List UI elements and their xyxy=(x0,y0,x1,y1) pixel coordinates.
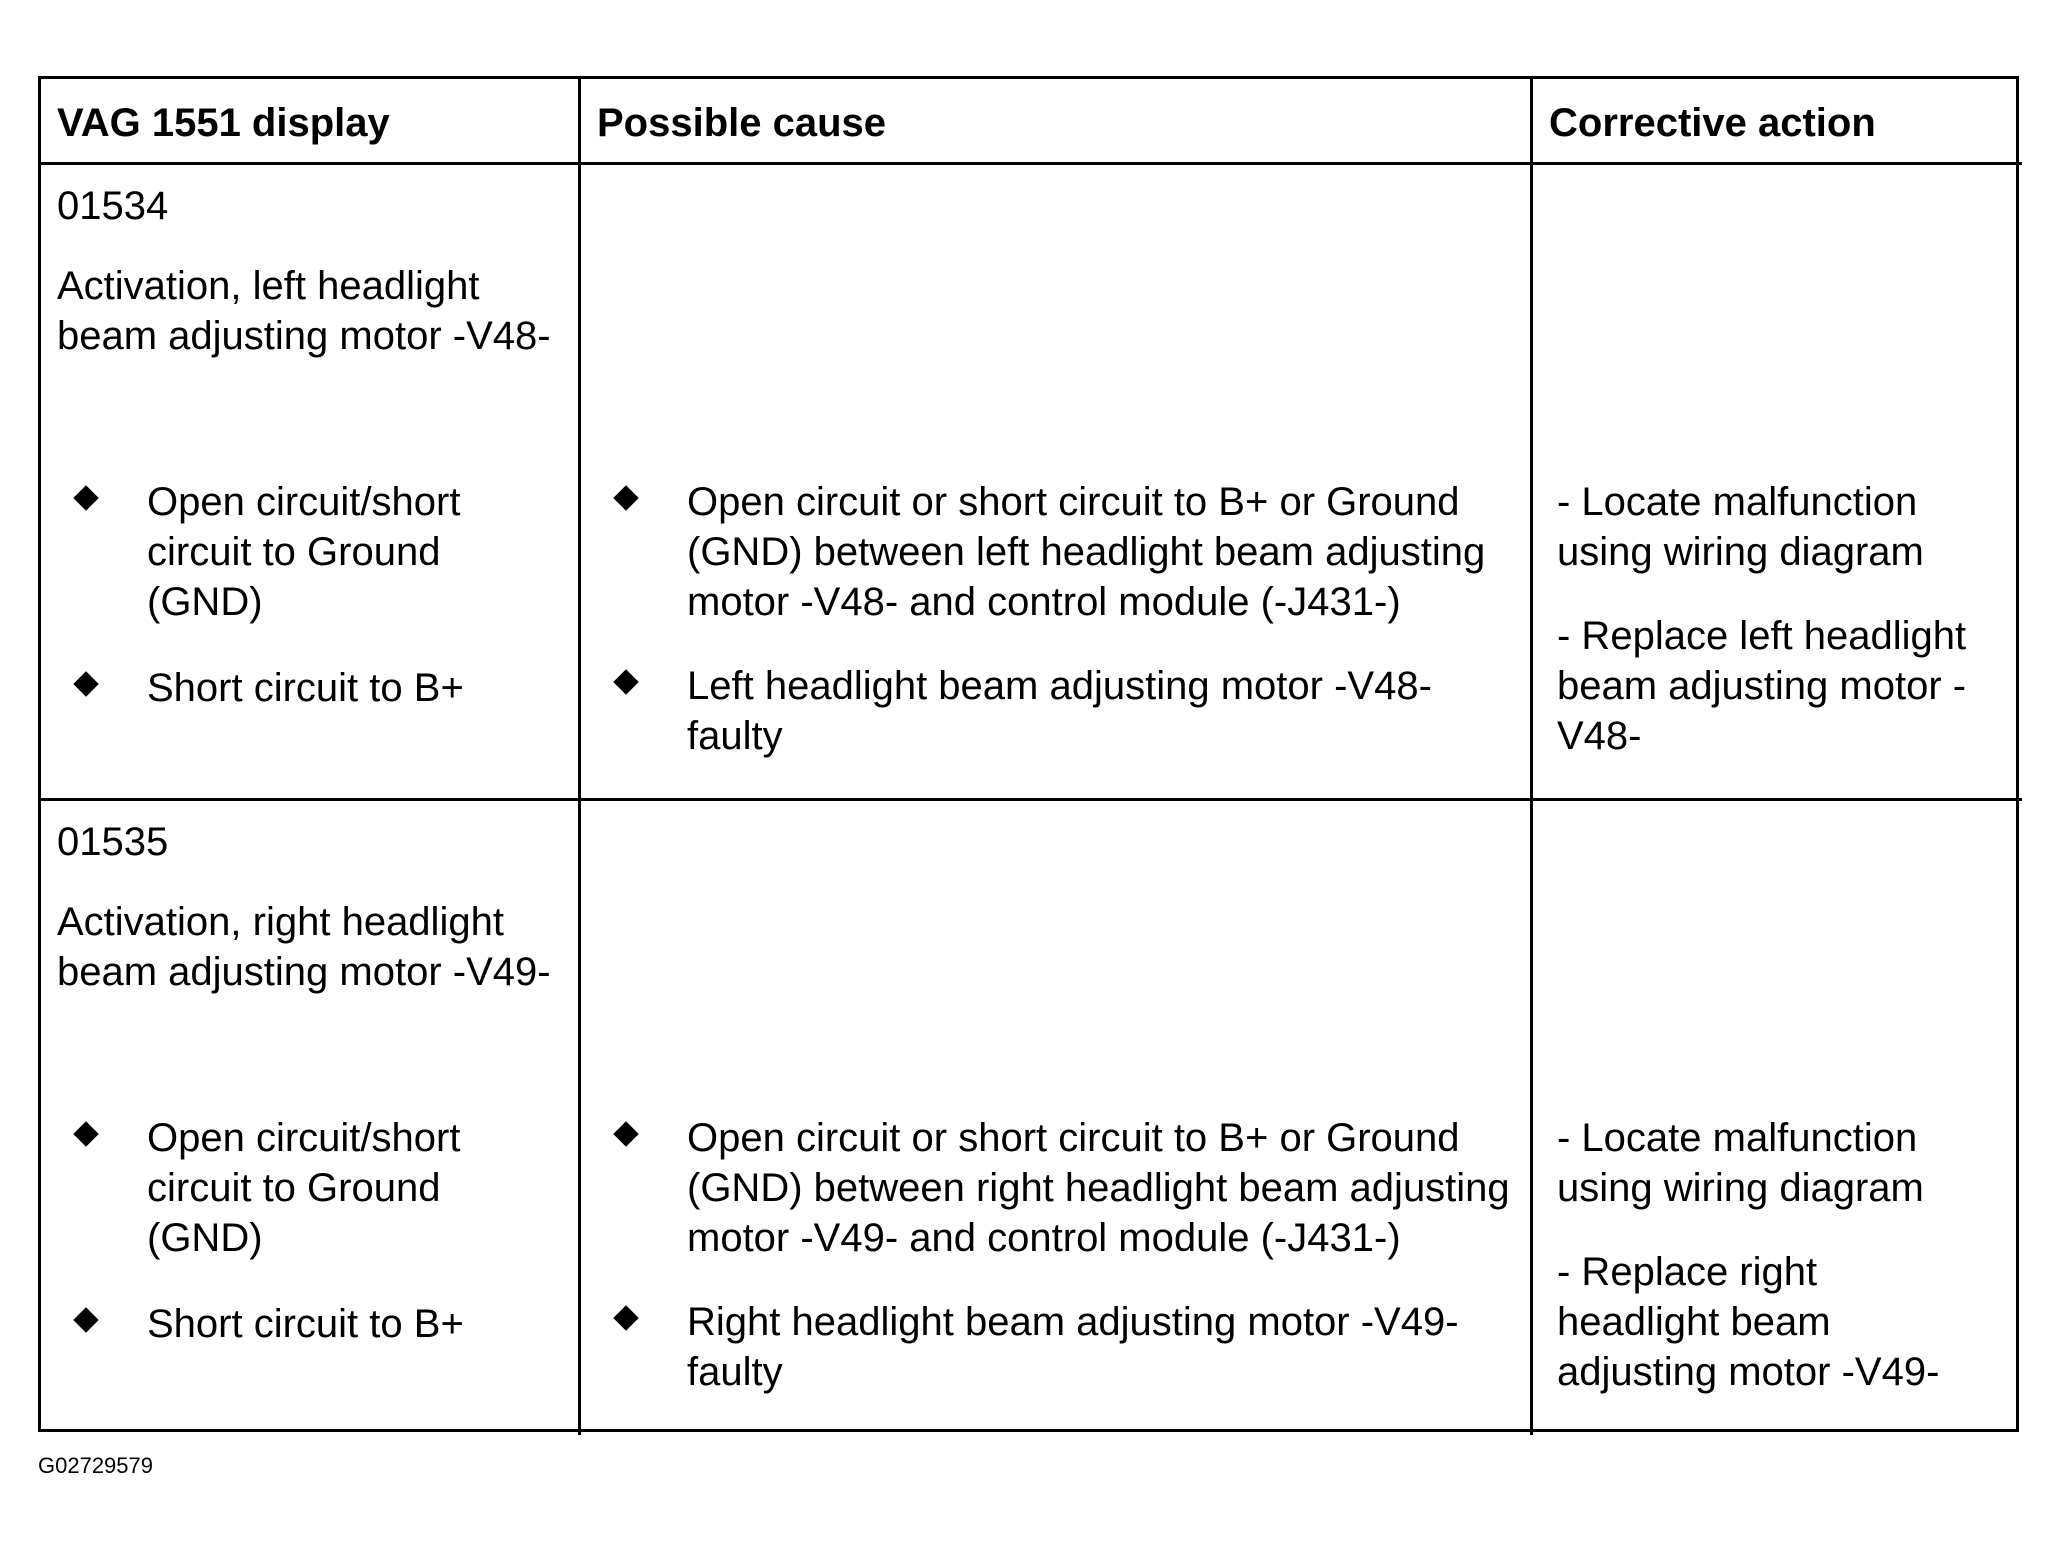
fault-description-line: Activation, left headlight xyxy=(57,264,480,308)
diamond-bullet-icon xyxy=(73,1307,98,1332)
bullet-line: (GND) xyxy=(147,580,263,624)
table-row-2-action xyxy=(1533,801,2022,1435)
table-row-1-display xyxy=(41,165,581,801)
bullet-line: circuit to Ground xyxy=(147,530,441,574)
table-row-1-cause xyxy=(581,165,1533,801)
bullet-line: motor -V48- and control module (-J431-) xyxy=(687,580,1401,624)
diamond-bullet-icon xyxy=(73,671,98,696)
action-line: beam adjusting motor - xyxy=(1557,664,1967,708)
header-cell-cause xyxy=(581,79,1533,165)
fault-code: 01535 xyxy=(57,820,169,864)
action-line: - Replace right xyxy=(1557,1250,1818,1294)
action-line: - Replace left headlight xyxy=(1557,614,1967,658)
fault-description-line: beam adjusting motor -V48- xyxy=(57,314,551,358)
bullet-line: (GND) between right headlight beam adjusting xyxy=(687,1166,1510,1210)
action-line: - Locate malfunction xyxy=(1557,480,1918,524)
bullet-line: faulty xyxy=(687,1350,783,1394)
diamond-bullet-icon xyxy=(613,1305,638,1330)
bullet-line: (GND) xyxy=(147,1216,263,1260)
bullet-line: Right headlight beam adjusting motor -V49- xyxy=(687,1300,1459,1344)
fault-description-line: beam adjusting motor -V49- xyxy=(57,950,551,994)
action-line: using wiring diagram xyxy=(1557,530,1924,574)
action-line: adjusting motor -V49- xyxy=(1557,1350,1940,1394)
bullet-line: Open circuit/short xyxy=(147,480,461,524)
diamond-bullet-icon xyxy=(613,669,638,694)
bullet-line: motor -V49- and control module (-J431-) xyxy=(687,1216,1401,1260)
action-line: using wiring diagram xyxy=(1557,1166,1924,1210)
header-cell-action xyxy=(1533,79,2022,165)
bullet-line: Open circuit or short circuit to B+ or Ground xyxy=(687,1116,1460,1160)
action-line: headlight beam xyxy=(1557,1300,1831,1344)
header-corrective-action: Corrective action xyxy=(1549,101,1876,145)
action-line: - Locate malfunction xyxy=(1557,1116,1918,1160)
bullet-line: Left headlight beam adjusting motor -V48- xyxy=(687,664,1432,708)
action-line: V48- xyxy=(1557,714,1642,758)
bullet-line: circuit to Ground xyxy=(147,1166,441,1210)
header-vag-display: VAG 1551 display xyxy=(57,101,390,145)
bullet-line: Short circuit to B+ xyxy=(147,1302,464,1346)
table-row-2-display xyxy=(41,801,581,1435)
bullet-line: faulty xyxy=(687,714,783,758)
diamond-bullet-icon xyxy=(613,485,638,510)
bullet-line: Open circuit/short xyxy=(147,1116,461,1160)
diamond-bullet-icon xyxy=(73,485,98,510)
header-possible-cause: Possible cause xyxy=(597,101,887,145)
fault-description-line: Activation, right headlight xyxy=(57,900,504,944)
table-row-2-cause xyxy=(581,801,1533,1435)
header-cell-display xyxy=(41,79,581,165)
bullet-line: Short circuit to B+ xyxy=(147,666,464,710)
figure-id: G02729579 xyxy=(38,1453,153,1478)
fault-table xyxy=(38,76,2019,1432)
diamond-bullet-icon xyxy=(73,1121,98,1146)
bullet-line: Open circuit or short circuit to B+ or Ground xyxy=(687,480,1460,524)
fault-code: 01534 xyxy=(57,184,169,228)
table-row-1-action xyxy=(1533,165,2022,801)
bullet-line: (GND) between left headlight beam adjusting xyxy=(687,530,1486,574)
diamond-bullet-icon xyxy=(613,1121,638,1146)
